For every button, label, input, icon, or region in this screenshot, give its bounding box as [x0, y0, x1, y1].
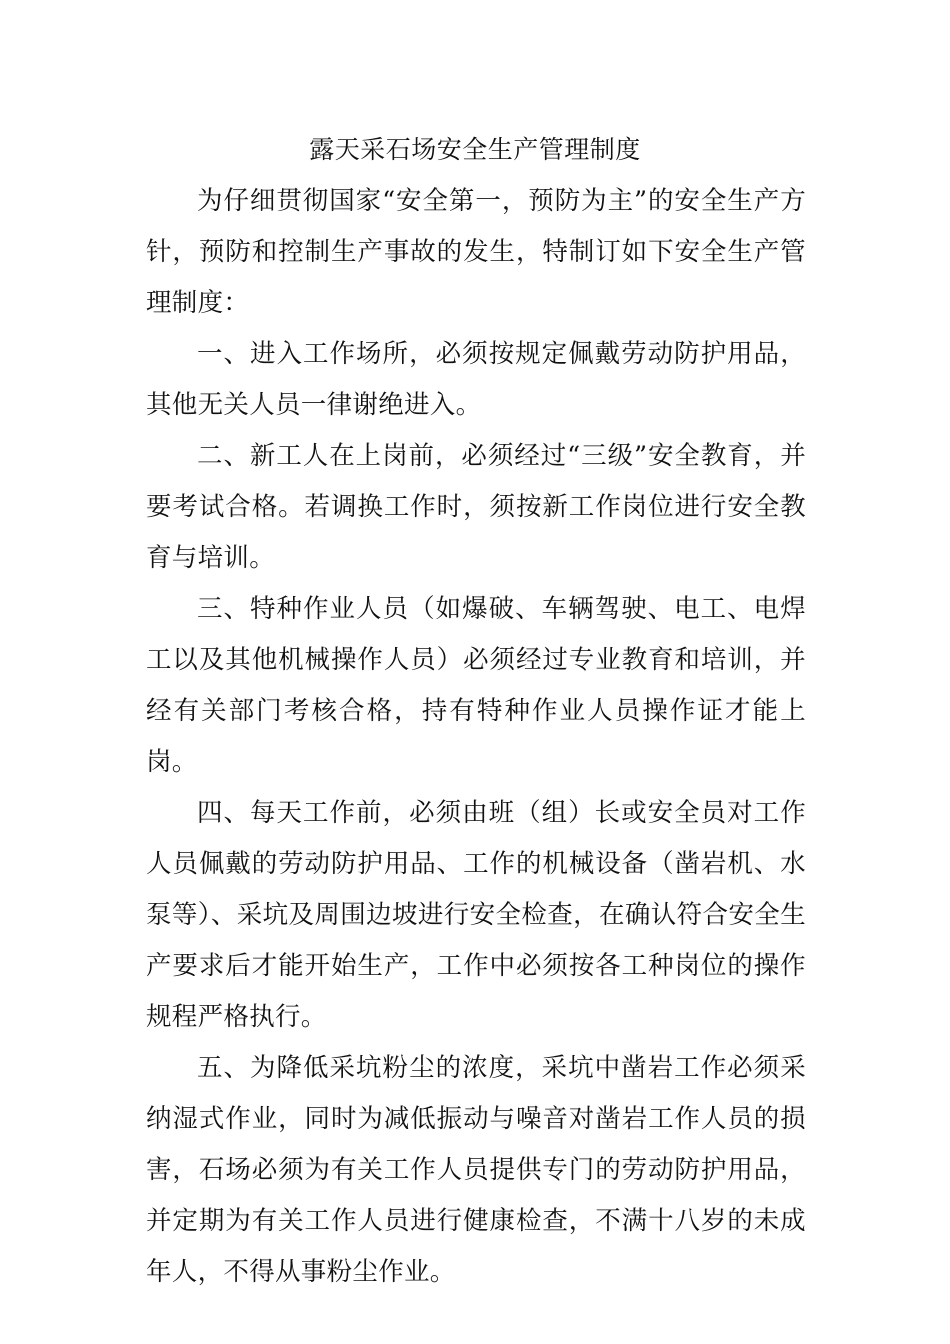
paragraph-rule-4: 四、每天工作前，必须由班（组）长或安全员对工作人员佩戴的劳动防护用品、工作的机械设备（凿岩机、水泵等）、采坑及周围边坡进行安全检查，在确认符合安全生产要求后才能开始生产，工作中必须按各工种岗位的操作规程严格执行。 — [146, 798, 806, 1032]
document-title: 露天采石场安全生产管理制度 — [309, 135, 641, 164]
paragraph-rule-2: 二、新工人在上岗前，必须经过“三级”安全教育，并要考试合格。若调换工作时，须按新工作岗位进行安全教育与培训。 — [146, 441, 806, 573]
document-body — [146, 176, 806, 1298]
paragraph-rule-5: 五、为降低采坑粉尘的浓度，采坑中凿岩工作必须采纳湿式作业，同时为减低振动与噪音对凿岩工作人员的损害，石场必须为有关工作人员提供专门的劳动防护用品，并定期为有关工作人员进行健康检查，不满十八岁的未成年人，不得从事粉尘作业。 — [146, 1053, 806, 1287]
paragraph-rule-3: 三、特种作业人员（如爆破、车辆驾驶、电工、电焊工以及其他机械操作人员）必须经过专业教育和培训，并经有关部门考核合格，持有特种作业人员操作证才能上岗。 — [146, 594, 806, 777]
paragraph-intro: 为仔细贯彻国家“安全第一，预防为主”的安全生产方针，预防和控制生产事故的发生，特制订如下安全生产管理制度： — [146, 186, 806, 318]
paragraph-rule-1: 一、进入工作场所，必须按规定佩戴劳动防护用品，其他无关人员一律谢绝进入。 — [146, 339, 806, 420]
